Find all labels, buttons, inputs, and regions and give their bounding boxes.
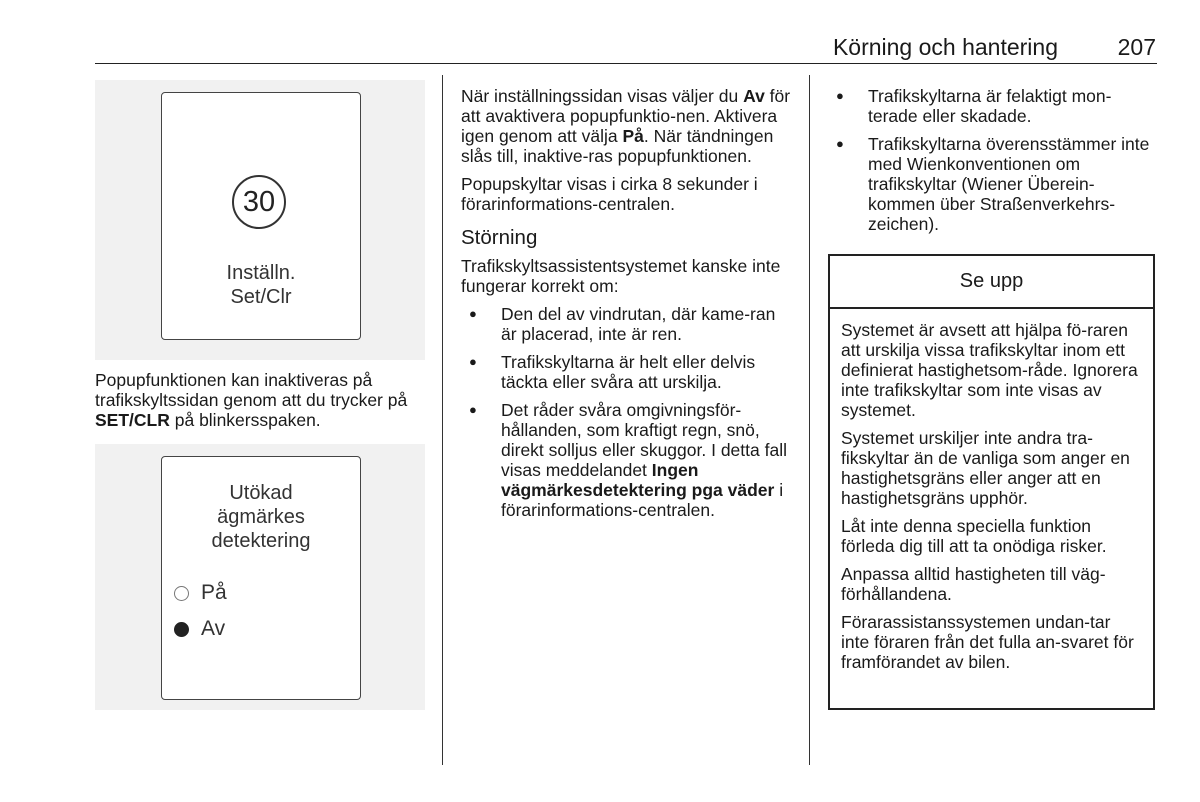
left-para-text: Popupfunktionen kan inaktiveras på trafikskyltssidan genom att du trycker på	[95, 370, 408, 410]
list-item: ● Trafikskyltarna är helt eller delvis täckta eller svåra att urskilja.	[461, 352, 791, 392]
warning-paragraph: Systemet urskiljer inte andra tra-fikskyltar än de vanliga som anger en hastighetsgräns eller anger att en hastighetsgräns upphör.	[841, 428, 1130, 508]
speed-limit-sign-icon	[232, 175, 286, 229]
option-pa[interactable]	[174, 581, 227, 605]
warning-box	[828, 254, 1155, 710]
middle-paragraph-3: Trafikskyltsassistentsystemet kanske inte fungerar korrekt om:	[461, 256, 781, 296]
warning-paragraph: Anpassa alltid hastigheten till väg-förhållandena.	[841, 564, 1106, 604]
column-divider-right	[809, 75, 810, 765]
warning-title: Se upp	[830, 256, 1153, 309]
middle-column-text	[461, 86, 791, 528]
left-column-text	[95, 370, 430, 438]
mid-p1-text-c: för att avaktivera popupfunktio-nen. Aktivera igen genom att välja	[461, 86, 791, 146]
display-screen	[161, 92, 361, 340]
mid-p1-text-d: . När tändningen slås till, inaktive-ras popupfunktionen.	[461, 126, 774, 166]
section-heading: Störning	[461, 226, 538, 249]
option-pa-label: På	[201, 581, 227, 604]
figure-speed-sign-display	[95, 80, 425, 360]
list-item	[461, 400, 791, 520]
warning-paragraph: Förarassistanssystemen undan-tar inte föraren från det fulla an-svaret för framförandet av bilen.	[841, 612, 1134, 672]
speed-limit-value: 30	[242, 185, 276, 218]
middle-paragraph-2: Popupskyltar visas i cirka 8 sekunder i förarinformations-centralen.	[461, 174, 758, 214]
radio-selected-icon[interactable]	[174, 622, 189, 637]
left-paragraph	[95, 370, 430, 430]
display-line-2: Set/Clr	[230, 286, 292, 308]
settings-screen	[161, 456, 361, 700]
header-rule	[95, 63, 1157, 64]
settings-title-line-3: detektering	[211, 530, 311, 552]
list-item: ● Trafikskyltarna är felaktigt mon-terade eller skadade.	[828, 86, 1158, 126]
radio-unselected-icon[interactable]	[174, 586, 189, 601]
column-divider-left	[442, 75, 443, 765]
option-av[interactable]	[174, 617, 225, 641]
mid-p1-text-a: När inställningssidan visas väljer du	[461, 86, 744, 106]
settings-title-line-1: Utökad	[229, 482, 293, 504]
bullet3-text-end: i förarinformations-centralen.	[501, 480, 784, 520]
left-para-text-end: på blinkersspaken.	[169, 410, 321, 430]
display-line-1: Inställn.	[226, 262, 296, 284]
bullet3-bold: Ingen vägmärkesdetektering pga väder	[501, 460, 775, 500]
warning-body	[830, 309, 1153, 672]
chapter-title: Körning och hantering	[832, 34, 1058, 60]
list-item: ● Trafikskyltarna överensstämmer inte med Wienkonventionen om trafikskyltar (Wiener Überein-kommen über Straßenverkehrs-zeichen).	[828, 134, 1158, 234]
figure-settings-display	[95, 444, 425, 710]
option-av-label: Av	[201, 617, 226, 640]
list-item: ● Den del av vindrutan, där kame-ran är placerad, inte är ren.	[461, 304, 791, 344]
middle-paragraph-1	[461, 86, 791, 166]
mid-p1-bold-av: Av	[743, 86, 765, 106]
right-bullet-list	[828, 86, 1158, 234]
settings-title-line-2: ägmärkes	[217, 506, 305, 528]
warning-paragraph: Systemet är avsett att hjälpa fö-raren att urskilja vissa trafikskyltar inom ett definierat hastighetsom-råde. Ignorera inte trafikskyltar som inte visas av systemet.	[841, 320, 1138, 420]
middle-bullet-list	[461, 304, 791, 520]
bullet3-text: Det råder svåra omgivningsför-hållanden, som kraftigt regn, snö, direkt solljus eller skuggor. I detta fall visas meddelandet	[501, 400, 787, 480]
right-column-text	[828, 86, 1158, 242]
warning-paragraph: Låt inte denna speciella funktion förleda dig till att ta onödiga risker.	[841, 516, 1107, 556]
page-number: 207	[1117, 34, 1156, 60]
left-para-bold: SET/CLR	[95, 410, 170, 430]
mid-p1-bold-pa: På	[622, 126, 644, 146]
